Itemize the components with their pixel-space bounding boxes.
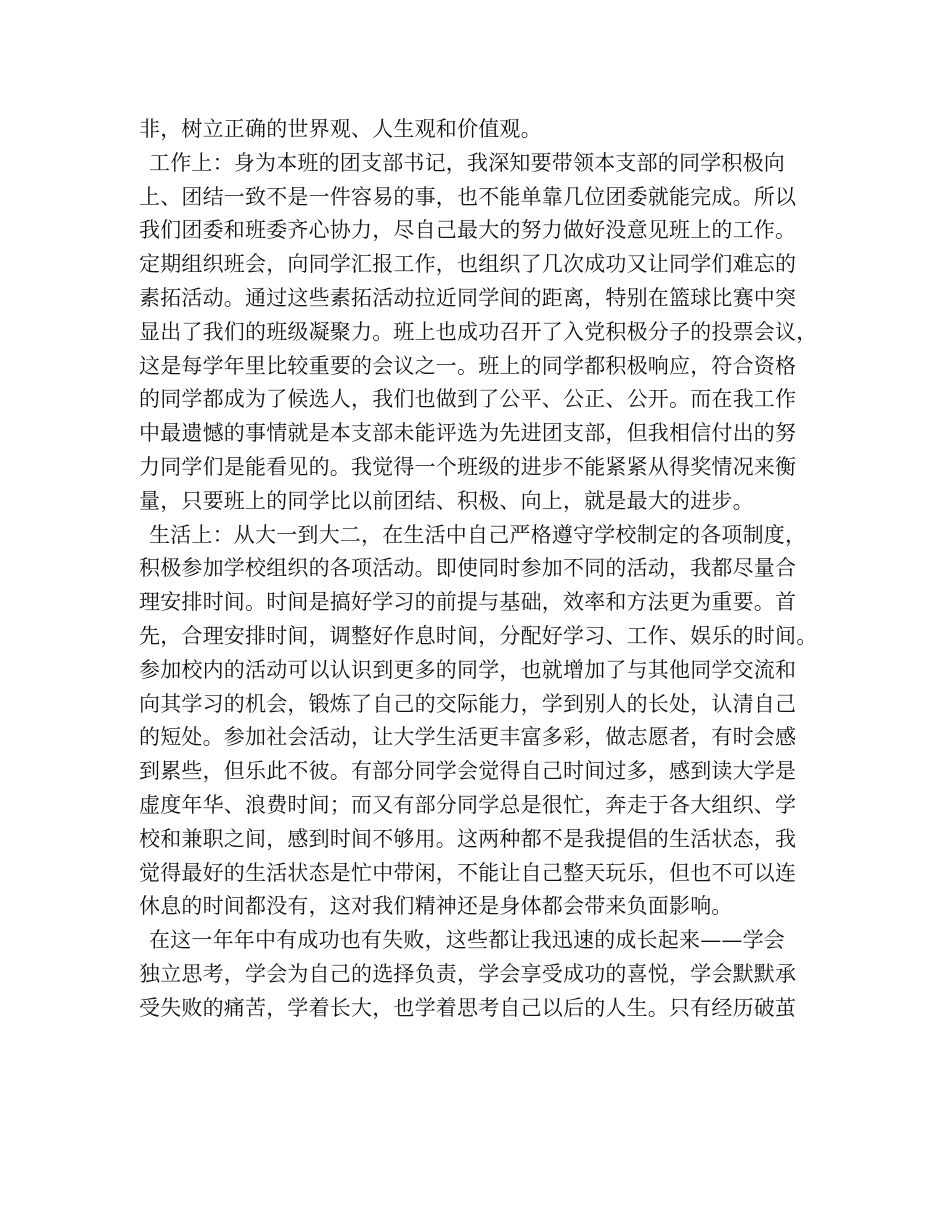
body-text bbox=[139, 113, 829, 1026]
text-line: 上、团结一致不是一件容易的事，也不能单靠几位团委就能完成。所以 bbox=[139, 184, 797, 209]
text-line: 休息的时间都没有，这对我们精神还是身体都会带来负面影响。 bbox=[139, 894, 733, 919]
text-line: 的同学都成为了候选人，我们也做到了公平、公正、公开。而在我工作 bbox=[139, 387, 797, 412]
text-line: 非，树立正确的世界观、人生观和价值观。 bbox=[139, 117, 542, 141]
text-line: 独立思考，学会为自己的选择负责，学会享受成功的喜悦，学会默默承 bbox=[139, 961, 797, 986]
text-line: 显出了我们的班级凝聚力。班上也成功召开了入党积极分子的投票会议， bbox=[139, 319, 818, 344]
text-line: 先，合理安排时间，调整好作息时间，分配好学习、工作、娱乐的时间。 bbox=[139, 623, 818, 648]
text-line: 的短处。参加社会活动，让大学生活更丰富多彩，做志愿者，有时会感 bbox=[139, 725, 797, 750]
text-line: 参加校内的活动可以认识到更多的同学，也就增加了与其他同学交流和 bbox=[139, 657, 797, 682]
text-line: 定期组织班会，向同学汇报工作，也组织了几次成功又让同学们难忘的 bbox=[139, 252, 797, 277]
text-line: 力同学们是能看见的。我觉得一个班级的进步不能紧紧从得奖情况来衡 bbox=[139, 454, 797, 479]
text-line: 受失败的痛苦，学着长大，也学着思考自己以后的人生。只有经历破茧 bbox=[139, 995, 797, 1020]
text-line: 量，只要班上的同学比以前团结、积极、向上，就是最大的进步。 bbox=[139, 488, 754, 513]
text-line: 理安排时间。时间是搞好学习的前提与基础，效率和方法更为重要。首 bbox=[139, 590, 797, 615]
text-line: 中最遗憾的事情就是本支部未能评选为先进团支部，但我相信付出的努 bbox=[139, 421, 797, 446]
paragraph-work-start: 工作上：身为本班的团支部书记，我深知要带领本支部的同学积极向 bbox=[149, 150, 785, 175]
text-line: 这是每学年里比较重要的会议之一。班上的同学都积极响应，符合资格 bbox=[139, 353, 797, 378]
text-line: 向其学习的机会，锻炼了自己的交际能力，学到别人的长处，认清自己 bbox=[139, 691, 797, 716]
text-line: 我们团委和班委齐心协力，尽自己最大的努力做好没意见班上的工作。 bbox=[139, 218, 797, 243]
text-line: 素拓活动。通过这些素拓活动拉近同学间的距离，特别在篮球比赛中突 bbox=[139, 285, 797, 310]
paragraph-life-start: 生活上：从大一到大二，在生活中自己严格遵守学校制定的各项制度， bbox=[149, 522, 807, 547]
text-line: 积极参加学校组织的各项活动。即使同时参加不同的活动，我都尽量合 bbox=[139, 556, 797, 581]
text-line: 到累些，但乐此不彼。有部分同学会觉得自己时间过多，感到读大学是 bbox=[139, 759, 797, 784]
paragraph-summary-start: 在这一年年中有成功也有失败，这些都让我迅速的成长起来——学会 bbox=[149, 928, 785, 953]
text-line: 虚度年华、浪费时间；而又有部分同学总是很忙，奔走于各大组织、学 bbox=[139, 792, 797, 817]
text-line: 校和兼职之间，感到时间不够用。这两种都不是我提倡的生活状态，我 bbox=[139, 826, 797, 851]
text-line: 觉得最好的生活状态是忙中带闲，不能让自己整天玩乐，但也不可以连 bbox=[139, 860, 797, 885]
